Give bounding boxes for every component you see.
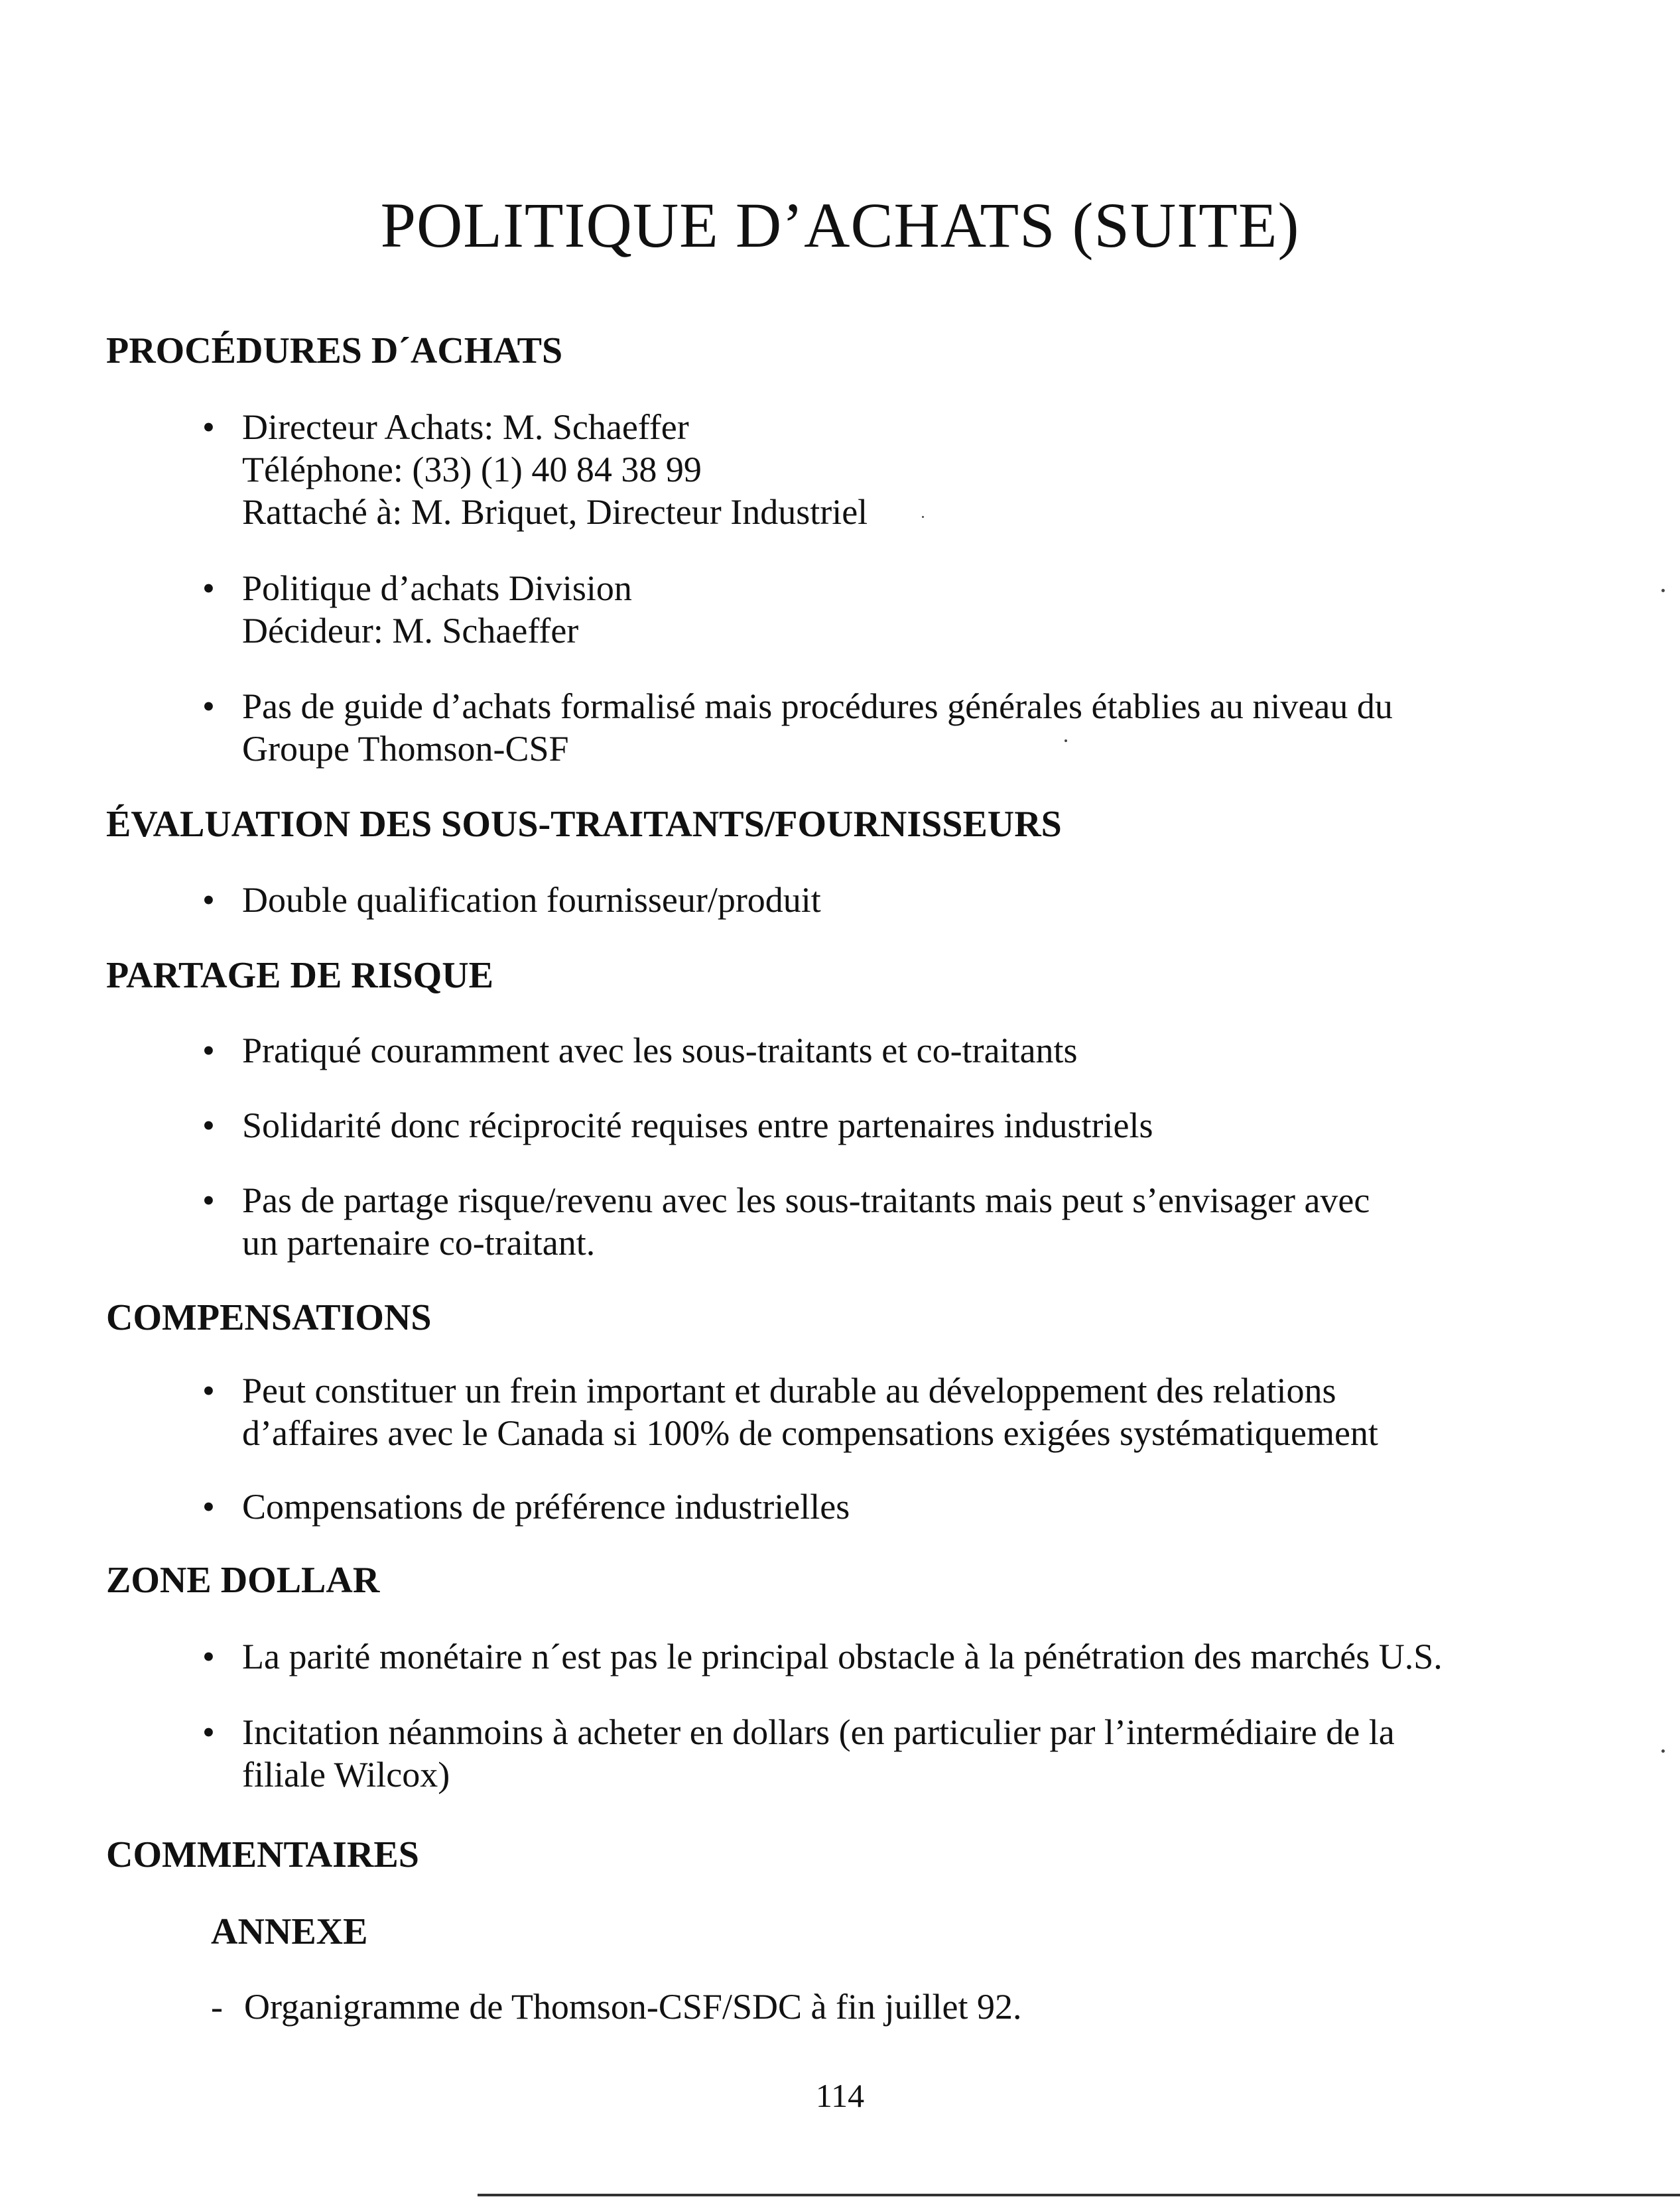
item-line: Pas de partage risque/revenu avec les sous-traitants mais peut s’envisager avec xyxy=(242,1180,1370,1220)
scan-speck xyxy=(1661,1749,1665,1753)
item-line: Compensations de préférence industrielles xyxy=(242,1487,850,1527)
item-line: Solidarité donc réciprocité requises entre partenaires industriels xyxy=(242,1105,1153,1145)
section-heading-compensations: COMPENSATIONS xyxy=(106,1297,432,1338)
item-line: Décideur: M. Schaeffer xyxy=(242,611,579,651)
item-line: Peut constituer un frein important et durable au développement des relations xyxy=(242,1371,1336,1411)
bullet: • xyxy=(202,880,215,920)
item-line: Incitation néanmoins à acheter en dollars (en particulier par l’intermédiaire de la xyxy=(242,1712,1395,1752)
dash: - xyxy=(211,1987,223,2027)
item-line: Politique d’achats Division xyxy=(242,568,632,608)
item-line: Double qualification fournisseur/produit xyxy=(242,880,821,920)
page-title: POLITIQUE D’ACHATS (SUITE) xyxy=(380,190,1300,261)
item-line: Pratiqué couramment avec les sous-traitants et co-traitants xyxy=(242,1031,1078,1070)
item-line: Organigramme de Thomson-CSF/SDC à fin juillet 92. xyxy=(244,1987,1022,2027)
item-line: La parité monétaire n´est pas le principal obstacle à la pénétration des marchés U.S. xyxy=(242,1637,1443,1676)
item-line: Pas de guide d’achats formalisé mais procédures générales établies au niveau du xyxy=(242,686,1393,726)
bullet: • xyxy=(202,1487,215,1527)
bullet: • xyxy=(202,1637,215,1676)
section-heading-procedures: PROCÉDURES D´ACHATS xyxy=(106,330,563,371)
bullet: • xyxy=(202,568,215,608)
item-line: Téléphone: (33) (1) 40 84 38 99 xyxy=(242,450,702,489)
scan-edge-line xyxy=(478,2194,1680,2196)
item-line: un partenaire co-traitant. xyxy=(242,1223,596,1263)
item-line: Directeur Achats: M. Schaeffer xyxy=(242,407,689,447)
page-number: 114 xyxy=(815,2077,865,2114)
section-heading-zone-dollar: ZONE DOLLAR xyxy=(106,1560,380,1601)
section-heading-evaluation: ÉVALUATION DES SOUS-TRAITANTS/FOURNISSEURS xyxy=(106,804,1062,845)
section-heading-commentaires: COMMENTAIRES xyxy=(106,1834,419,1875)
item-line: Rattaché à: M. Briquet, Directeur Industriel xyxy=(242,492,868,532)
section-heading-partage: PARTAGE DE RISQUE xyxy=(106,955,494,996)
scan-speck xyxy=(1661,589,1665,592)
bullet: • xyxy=(202,1712,215,1752)
bullet: • xyxy=(202,1371,215,1411)
bullet: • xyxy=(202,407,215,447)
scan-speck xyxy=(1065,739,1067,742)
bullet: • xyxy=(202,1031,215,1070)
bullet: • xyxy=(202,1105,215,1145)
bullet: • xyxy=(202,1180,215,1220)
item-line: Groupe Thomson-CSF xyxy=(242,729,569,769)
subheading-annexe: ANNEXE xyxy=(211,1911,368,1952)
bullet: • xyxy=(202,686,215,726)
item-line: d’affaires avec le Canada si 100% de compensations exigées systématiquement xyxy=(242,1413,1378,1453)
item-line: filiale Wilcox) xyxy=(242,1755,450,1795)
scan-speck xyxy=(922,516,924,518)
